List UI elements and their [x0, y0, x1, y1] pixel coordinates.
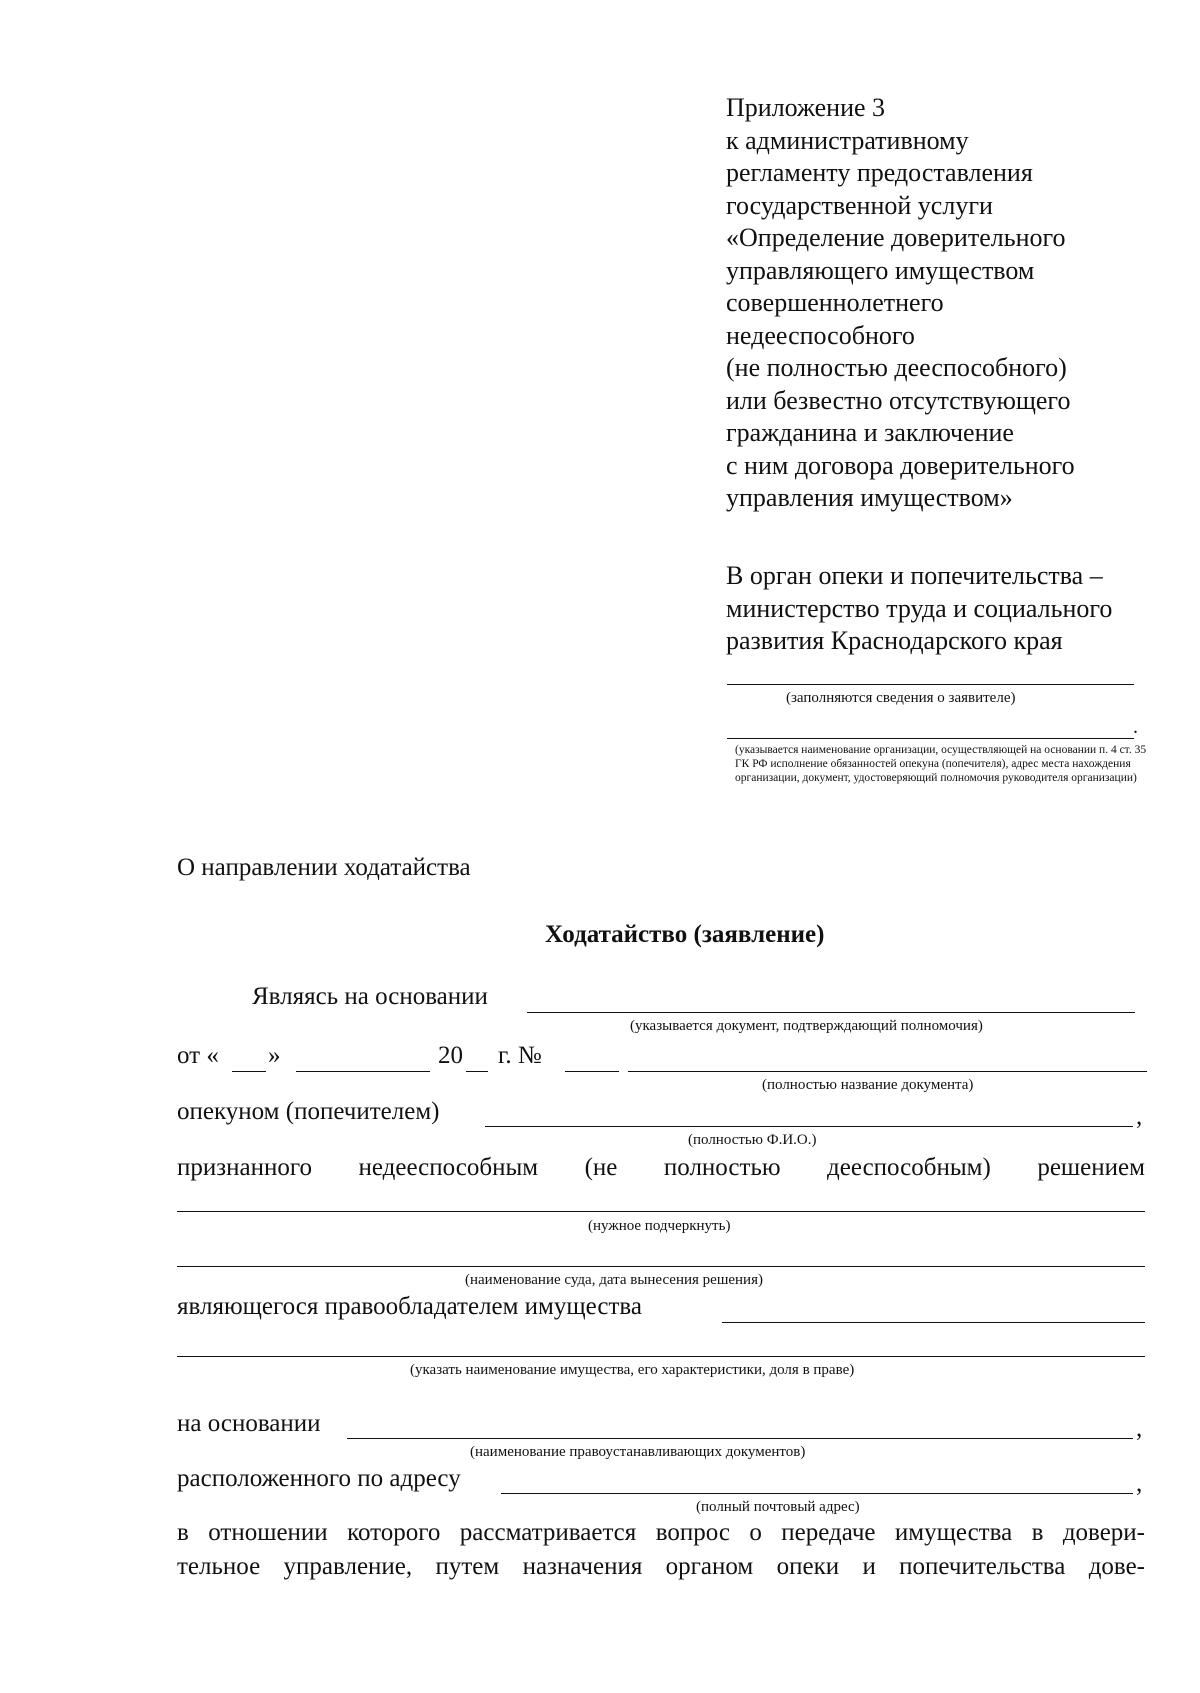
recognition-word: полностью — [663, 1154, 781, 1181]
underline-caption: (нужное подчеркнуть) — [588, 1218, 731, 1234]
fio-field-line[interactable] — [485, 1126, 1133, 1127]
organization-field-line[interactable] — [727, 738, 1134, 739]
document-title: Ходатайство (заявление) — [545, 921, 825, 948]
recipient-line: В орган опеки и попечительства – — [726, 561, 1103, 590]
recipient-line: министерство труда и социального — [726, 593, 1113, 623]
organization-field-dot: . — [1133, 716, 1138, 738]
owner-field-line[interactable] — [722, 1322, 1145, 1323]
applicant-field-line[interactable] — [727, 684, 1134, 685]
recognition-word: признанного — [177, 1154, 312, 1181]
applicant-caption: (заполняются сведения о заявителе) — [786, 690, 1016, 706]
header-line: гражданина и заключение — [726, 418, 1014, 447]
header-line: или безвестно отсутствующего — [726, 385, 1071, 415]
recipient-line: развития Краснодарского края — [726, 626, 1063, 655]
address-comma: , — [1136, 1470, 1143, 1497]
recipient-block — [726, 560, 1112, 658]
recognition-word: решением — [1037, 1154, 1145, 1181]
fio-caption: (полностью Ф.И.О.) — [688, 1132, 817, 1148]
doc-caption: (полностью название документа) — [762, 1077, 974, 1093]
grounds-comma: , — [1136, 1415, 1143, 1442]
address-label: расположенного по адресу — [177, 1465, 461, 1492]
header-line: государственной услуги — [726, 190, 993, 220]
grounds-label: на основании — [177, 1410, 321, 1437]
header-line: совершеннолетнего — [726, 288, 944, 317]
final-paragraph-line-2 — [177, 1553, 1145, 1581]
doc-number-field-line[interactable] — [565, 1071, 619, 1072]
basis-caption: (указывается документ, подтверждающий полномочия) — [630, 1018, 983, 1034]
header-line: недееспособного — [726, 320, 915, 350]
decision-field-line[interactable] — [177, 1211, 1145, 1212]
property-field-line[interactable] — [177, 1356, 1145, 1357]
header-line: (не полностью дееспособного) — [726, 353, 1067, 382]
year-prefix: 20 — [438, 1042, 463, 1069]
grounds-field-line[interactable] — [347, 1438, 1133, 1439]
grounds-caption: (наименование правоустанавливающих документов) — [470, 1444, 806, 1460]
date-close-quote: » — [268, 1042, 281, 1069]
recognition-word: дееспособным) — [827, 1154, 991, 1181]
recognition-word: (не — [584, 1154, 618, 1181]
year-suffix: г. № — [498, 1042, 542, 1069]
guardian-label: опекуном (попечителем) — [177, 1098, 440, 1125]
basis-field-line[interactable] — [527, 1012, 1135, 1013]
header-line: к административному — [726, 125, 969, 155]
owner-label: являющегося правообладателем имущества — [177, 1293, 642, 1320]
header-line: регламенту предоставления — [726, 158, 1033, 187]
final-text: тельное управление, путем назначения органом опеки и попечительства дове- — [177, 1553, 1145, 1580]
basis-label: Являясь на основании — [252, 983, 488, 1010]
day-field-line[interactable] — [232, 1071, 266, 1072]
court-field-line[interactable] — [177, 1266, 1145, 1267]
property-caption: (указать наименование имущества, его характеристики, доля в праве) — [410, 1362, 855, 1378]
court-caption: (наименование суда, дата вынесения решения) — [465, 1272, 763, 1288]
month-field-line[interactable] — [296, 1071, 430, 1072]
header-line: Приложение 3 — [726, 93, 886, 122]
header-line: с ним договора доверительного — [726, 450, 1075, 480]
header-line: «Определение доверительного — [726, 223, 1066, 252]
recognition-line — [177, 1154, 1145, 1182]
organization-caption: (указывается наименование организации, осуществляющей на основании п. 4 ст. 35 ГК РФ исполнение обязанностей опекуна (попечителя), адрес места нахождения организации, документ, удостоверяющий полномочия руководителя организации) — [735, 744, 1147, 785]
appendix-header — [726, 92, 1075, 515]
recognition-word: недееспособным — [358, 1154, 539, 1181]
header-line: управления имуществом» — [726, 483, 1013, 512]
final-text: в отношении которого рассматривается вопрос о передаче имущества в довери- — [177, 1519, 1145, 1546]
final-paragraph-line-1 — [177, 1519, 1145, 1547]
doc-name-field-line[interactable] — [628, 1071, 1147, 1072]
year-field-line[interactable] — [466, 1071, 488, 1072]
subject-line: О направлении ходатайства — [177, 854, 471, 881]
address-field-line[interactable] — [501, 1493, 1133, 1494]
address-caption: (полный почтовый адрес) — [696, 1499, 860, 1515]
fio-comma: , — [1136, 1103, 1143, 1130]
header-line: управляющего имуществом — [726, 255, 1035, 285]
date-from-label: от « — [177, 1042, 219, 1069]
